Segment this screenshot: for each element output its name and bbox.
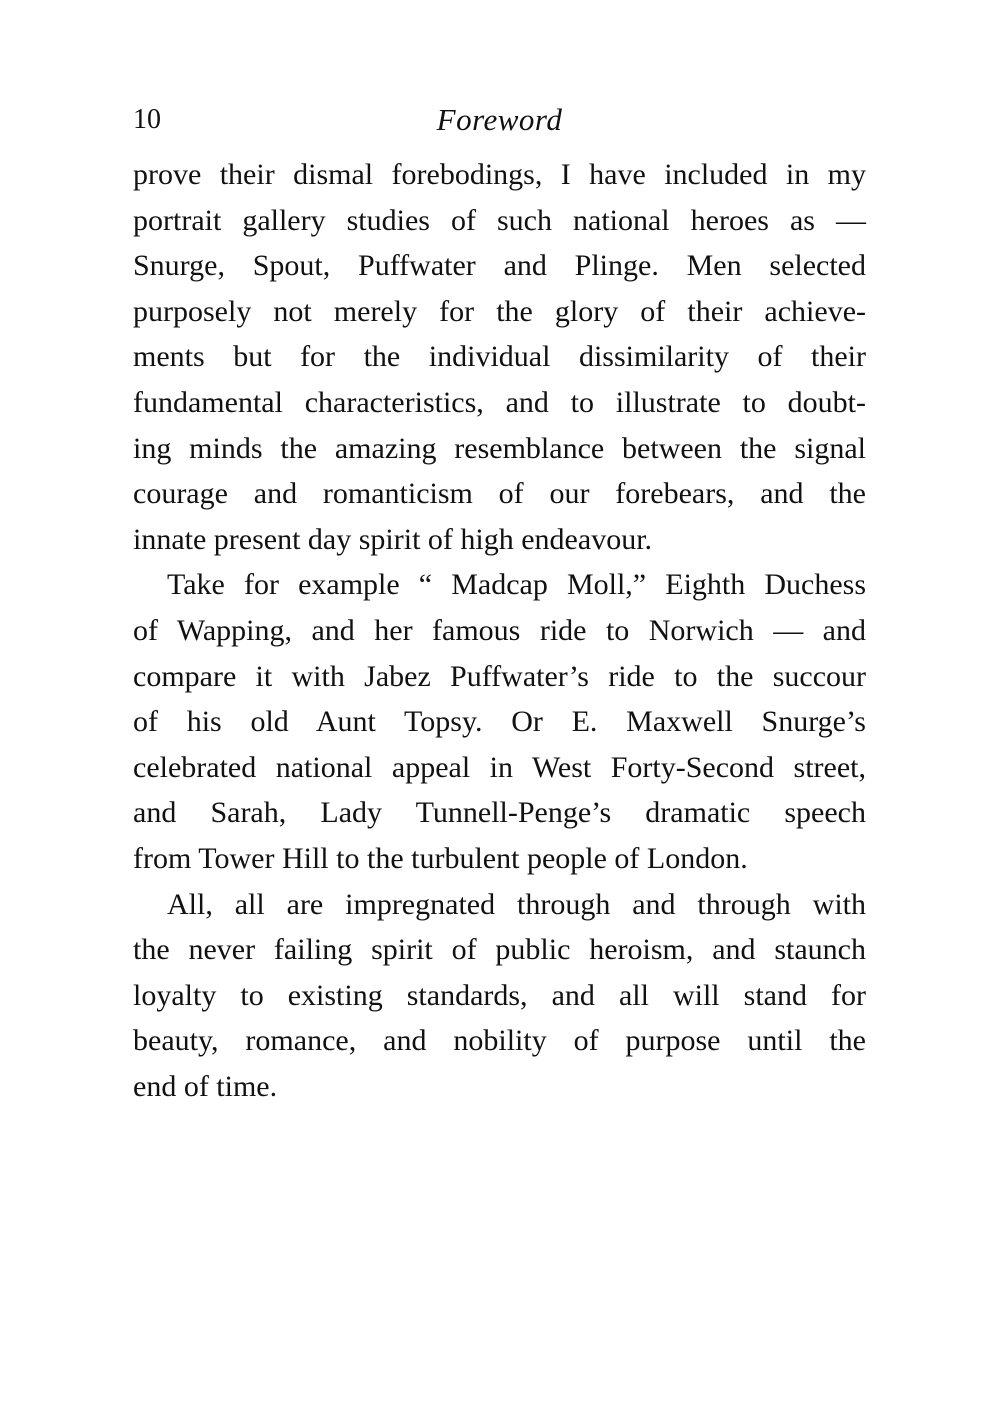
text-line: of Wapping, and her famous ride to Norwich — and — [133, 613, 866, 647]
text-line: the never failing spirit of public heroism, and staunch — [133, 933, 866, 967]
running-head — [133, 100, 866, 140]
paragraph-3 — [133, 882, 866, 1110]
text-line: innate present day spirit of high endeavour. — [133, 522, 653, 556]
text-line: Take for example “ Madcap Moll,” Eighth Duchess — [167, 568, 866, 602]
text-line: ments but for the individual dissimilarity of their — [133, 340, 866, 374]
text-line: compare it with Jabez Puffwater’s ride to the succour — [133, 659, 866, 693]
text-line: portrait gallery studies of such national heroes as — — [133, 203, 866, 237]
text-line: and Sarah, Lady Tunnell-Penge’s dramatic speech — [133, 796, 866, 830]
text-line: All, all are impregnated through and through with — [167, 887, 866, 921]
text-line: from Tower Hill to the turbulent people of London. — [133, 841, 748, 875]
text-line: end of time. — [133, 1069, 278, 1103]
text-line: ing minds the amazing resemblance between the signal — [133, 431, 866, 465]
paragraph-2 — [133, 562, 866, 881]
paragraph-1 — [133, 152, 866, 562]
text-line: fundamental characteristics, and to illustrate to doubt- — [133, 385, 866, 419]
running-title: Foreword — [436, 102, 563, 137]
text-line: courage and romanticism of our forebears, and the — [133, 477, 866, 511]
text-line: Snurge, Spout, Puffwater and Plinge. Men selected — [133, 249, 866, 283]
text-line: purposely not merely for the glory of their achieve- — [133, 294, 866, 328]
page-number: 10 — [133, 104, 161, 135]
text-line: celebrated national appeal in West Forty-Second street, — [133, 750, 866, 784]
text-line: of his old Aunt Topsy. Or E. Maxwell Snurge’s — [133, 705, 866, 739]
text-line: prove their dismal forebodings, I have included in my — [133, 158, 866, 191]
text-line: loyalty to existing standards, and all will stand for — [133, 978, 866, 1012]
body-text — [133, 152, 866, 1109]
text-line: beauty, romance, and nobility of purpose until the — [133, 1024, 866, 1058]
